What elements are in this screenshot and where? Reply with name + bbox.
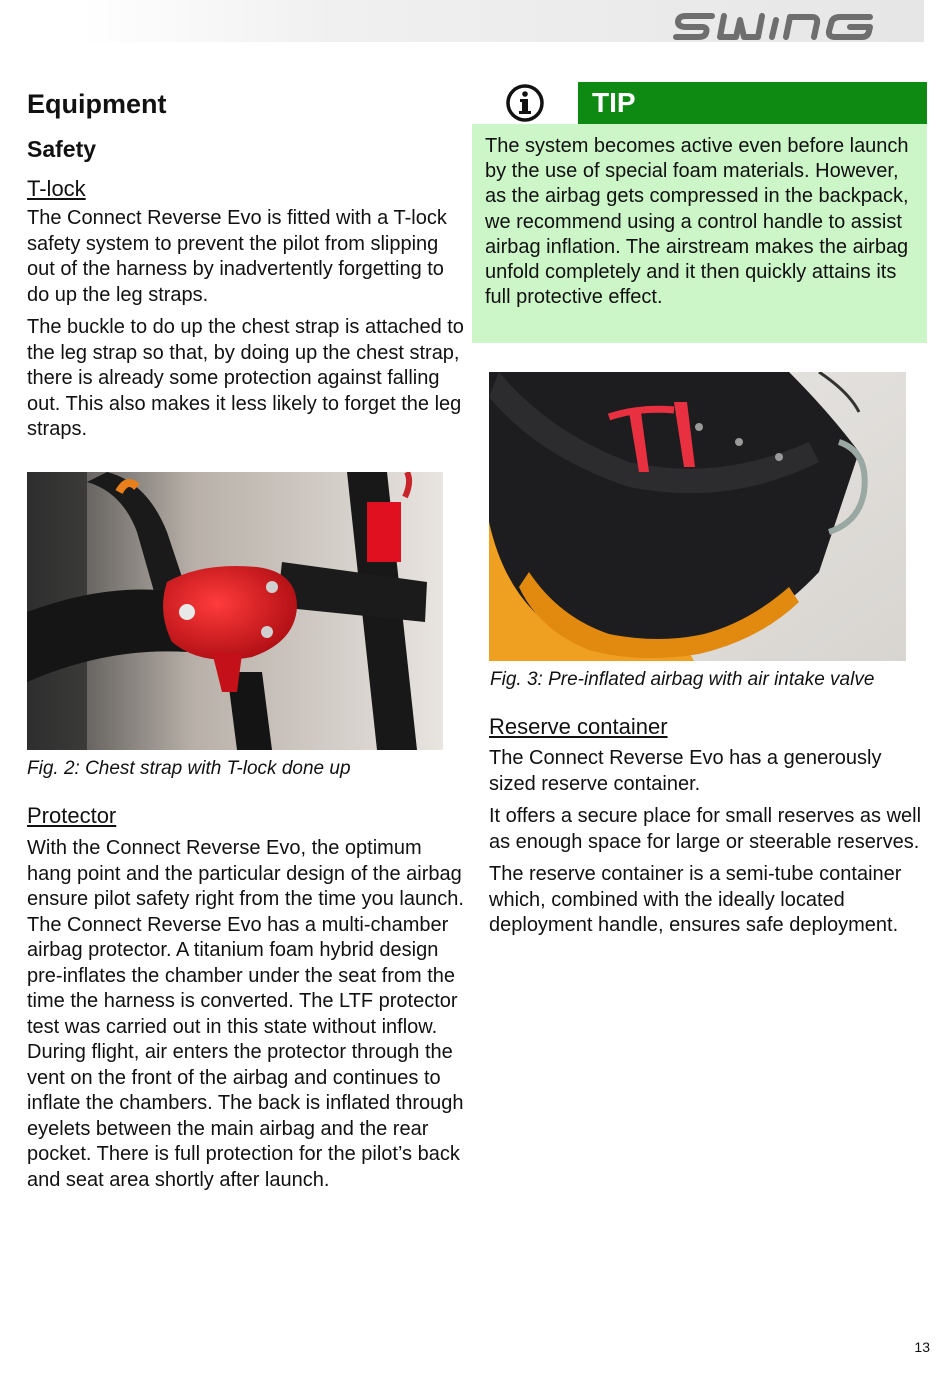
chest-strap-illustration [27,472,443,750]
tip-icon-cell [472,82,578,124]
heading-protector: Protector [27,803,117,828]
swing-logo [672,10,882,40]
figure-3-photo [489,372,906,661]
figure-2-photo [27,472,443,750]
reserve-section [489,712,925,939]
page-number: 13 [914,1339,930,1355]
info-icon [472,82,578,124]
protector-section [27,801,469,1193]
protector-paragraph: With the Connect Reverse Evo, the optimum hang point and the particular design of the airbag ensure pilot safety right from the time you launch. The Connect Reverse Evo has a multi-chamber airbag protector. A titanium foam hybrid design pre-inflates the chamber under the seat from the time the harness is converted. The LTF protector test was carried out in this state without inflow. During flight, air enters the protector through the vent on the front of the airbag and continues to inflate the chambers. The back is inflated through eyelets between the main airbag and the rear pocket. There is full protection for the pilot’s back and seat area shortly after launch. [27,837,464,1191]
subtitle-safety: Safety [27,136,97,162]
tlock-paragraph-1: The Connect Reverse Evo is fitted with a T-lock safety system to prevent the pilot from slipping out of the harness by inadvertently forgetting to do up the leg straps. [27,207,447,306]
reserve-paragraph-1: The Connect Reverse Evo has a generously sized reserve container. [489,747,882,795]
tlock-paragraph-2: The buckle to do up the chest strap is attached to the leg strap so that, by doing up the chest strap, there is already some protection against falling out. This also makes it less likely to forget the leg straps. [27,316,464,440]
left-column [27,86,467,443]
swing-logo-graphic [672,10,882,40]
page-title: Equipment [27,89,167,119]
airbag-illustration [489,372,906,661]
reserve-paragraph-2: It offers a secure place for small reserves as well as enough space for large or steerable reserves. [489,805,922,853]
tip-box [472,82,927,343]
heading-reserve-container: Reserve container [489,714,668,739]
tip-text: The system becomes active even before launch by the use of special foam materials. However, as the airbag gets compressed in the backpack, we recommend using a control handle to assist airbag inflation. The airstream makes the airbag unfold completely and it then quickly attains its full protective effect. [485,135,909,309]
tip-label: TIP [578,82,927,124]
reserve-paragraph-3: The reserve container is a semi-tube container which, combined with the ideally located deployment handle, ensures safe deployment. [489,863,902,936]
heading-tlock: T-lock [27,176,86,201]
figure-2-caption: Fig. 2: Chest strap with T-lock done up [27,758,351,779]
figure-3-caption: Fig. 3: Pre-inflated airbag with air intake valve [490,669,875,690]
